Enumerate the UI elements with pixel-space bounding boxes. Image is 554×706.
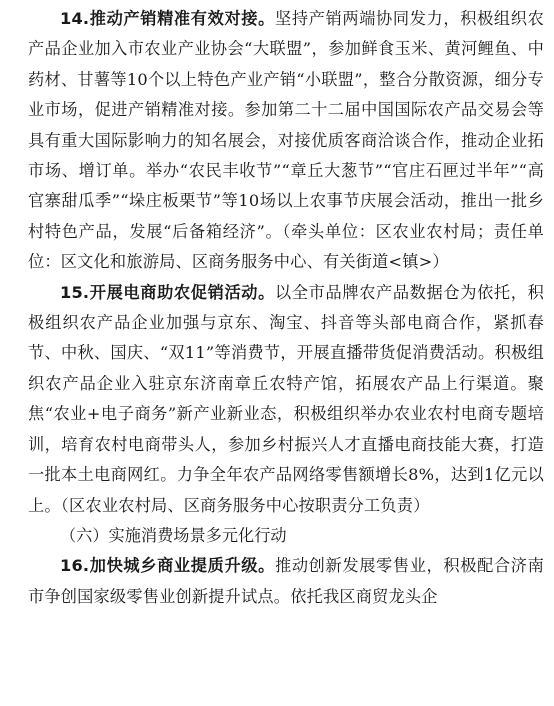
item-15-body: 以全市品牌农产品数据仓为依托，积极组织农产品企业加强与京东、淘宝、抖音等头部电商合作，紧抓春节、中秋、国庆、“双11”等消费节，开展直播带货促消费活动。积极组织农产品企业入驻京东济南章丘农特产馆，拓展农产品上行渠道。聚焦“农业+电子商务”新产业新业态，积极组织举办农业农村电商专题培训，培育农村电商带头人，参加乡村振兴人才直播电商技能大赛，打造一批本土电商网红。力争全年农产品网络零售额增长8%，达到1亿元以上。（区农业农村局、区商务服务中心按职责分工负责） — [28, 282, 544, 515]
section-heading: （六）实施消费场景多元化行动 — [60, 525, 287, 545]
item-14-paragraph — [28, 4, 544, 278]
item-16-body: 推动创新发展零售业，积极配合济南市争创国家级零售业创新提升试点。依托我区商贸龙头企 — [28, 556, 544, 606]
item-16-heading: 16.加快城乡商业提质升级。 — [60, 556, 275, 576]
item-16-paragraph — [28, 551, 544, 612]
item-14-heading: 14.推动产销精准有效对接。 — [60, 9, 275, 28]
item-15-paragraph — [28, 278, 544, 521]
item-15-heading: 15.开展电商助农促销活动。 — [60, 282, 275, 302]
item-14-body: 坚持产销两端协同发力，积极组织农产品企业加入市农业产业协会“大联盟”，参加鲜食玉米、黄河鲤鱼、中药材、甘薯等10个以上特色产业产销“小联盟”，整合分散资源，细分专业市场，促进产销精准对接。参加第二十二届中国国际农产品交易会等具有重大国际影响力的知名展会，对接优质客商洽谈合作，推动企业拓市场、增订单。举办“农民丰收节”“章丘大葱节”“官庄石匣过半年”“高官寨甜瓜季”“垛庄板栗节”等10场以上农事节庆展会活动，推出一批乡村特色产品，发展“后备箱经济”。（牵头单位：区农业农村局；责任单位：区文化和旅游局、区商务服务中心、有关街道<镇>） — [28, 9, 544, 272]
